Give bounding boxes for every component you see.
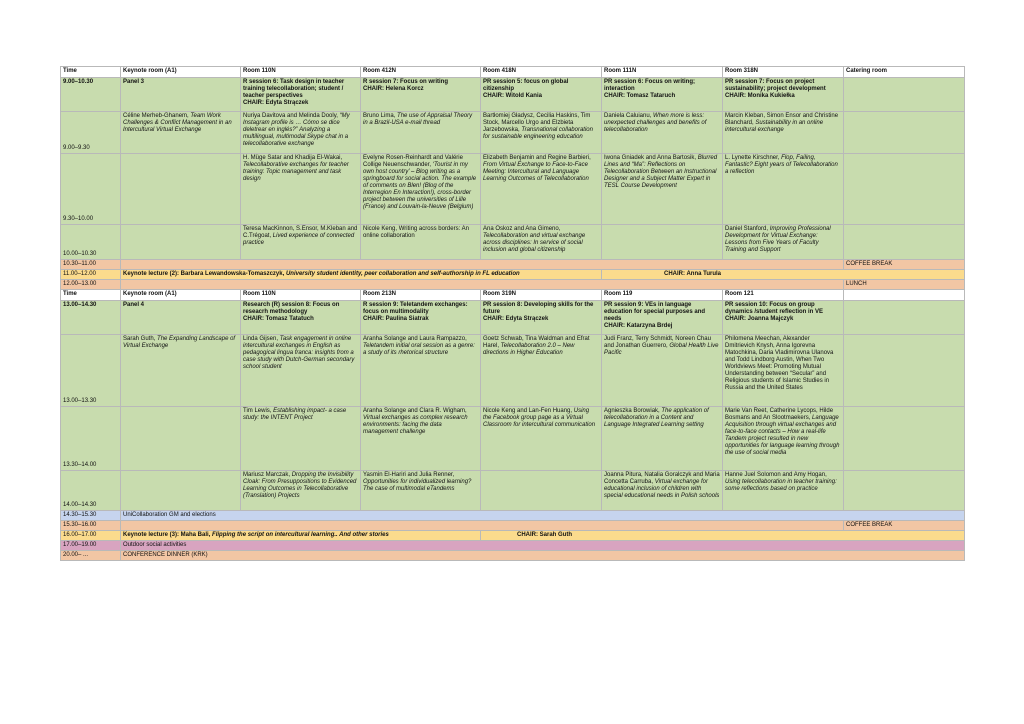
time-cell: 10.00–10.30 <box>61 225 121 260</box>
time-cell: 10.30–11.00 <box>61 260 121 270</box>
col-room: Room 110N <box>241 67 361 78</box>
catering-cell <box>844 112 965 154</box>
session-header-row <box>61 78 965 112</box>
talk-cell <box>602 471 723 511</box>
keynote-row <box>61 270 965 280</box>
col-room: Room 213N <box>361 290 481 301</box>
session-title <box>602 78 723 112</box>
col-room: Room 318N <box>723 67 844 78</box>
time-cell: 15.30–16.00 <box>61 521 121 531</box>
talk-row <box>61 112 965 154</box>
talk-cell <box>481 112 602 154</box>
talk-title: ‘Tourist in my own host country’ – Blog writing as a springboard for social action. The example of comments on Blen! (Blog of the Interregion En Interaction!), cross-border project between the universities of Lille (France) and Louvain-la-Neuve (Belgium) <box>363 162 477 210</box>
session-chair: CHAIR: Helena Korcz <box>363 86 424 92</box>
talk-cell <box>481 154 602 225</box>
dinner-row <box>61 551 965 561</box>
keynote-title <box>121 270 602 280</box>
talk-authors: Evelyne Rosen-Reinhardt and Valérie Collige Neuenschwander, <box>363 155 463 168</box>
session-name: PR session 5: focus on global citizenship <box>483 79 569 92</box>
session-name: R session 7: Focus on writing <box>363 79 449 85</box>
general-meeting-row <box>61 511 965 521</box>
session-title <box>241 78 361 112</box>
talk-cell <box>602 154 723 225</box>
talk-cell <box>241 225 361 260</box>
coffee-break-label: COFFEE BREAK <box>844 260 965 270</box>
talk-authors: Iwona Gniadek and Anna Bartosik, <box>604 155 698 161</box>
talk-cell <box>361 225 481 260</box>
catering-cell <box>844 335 965 407</box>
talk-authors: L. Lynette Kirschner, <box>725 155 782 161</box>
break-cell <box>121 260 844 270</box>
time-cell: 17.00–19.00 <box>61 541 121 551</box>
header-row <box>61 290 965 301</box>
col-room: Room 319N <box>481 290 602 301</box>
talk-cell <box>723 225 844 260</box>
time-cell: 9.00–10.30 <box>61 78 121 112</box>
time-cell: 12.00–13.00 <box>61 280 121 290</box>
talk-title: Telecollaborative exchanges for teacher training: Topic management and task design <box>243 162 349 182</box>
col-room: Room 119 <box>602 290 723 301</box>
talk-title: Global Health Live Pacific <box>604 343 719 356</box>
talk-cell <box>121 112 241 154</box>
talk-cell <box>361 471 481 511</box>
talk-title: Writing across borders: An online collaboration <box>363 226 469 239</box>
talk-cell <box>121 225 241 260</box>
session-title <box>723 301 844 335</box>
talk-title: Sustainability in an online intercultural exchange <box>725 120 824 133</box>
conference-schedule-table <box>60 66 965 561</box>
session-name: PR session 10: Focus on group dynamics /student reflection in VE <box>725 302 824 315</box>
session-name: PR session 8: Developing skills for the future <box>483 302 594 315</box>
session-chair: CHAIR: Monika Kukiełka <box>725 93 795 99</box>
talk-cell <box>121 407 241 471</box>
catering-cell <box>844 78 965 112</box>
panel-title: Panel 3 <box>121 78 241 112</box>
time-cell: 9.30–10.00 <box>61 154 121 225</box>
keynote-chair: CHAIR: Anna Turula <box>602 270 965 280</box>
talk-cell <box>361 407 481 471</box>
col-empty <box>844 290 965 301</box>
session-title <box>241 301 361 335</box>
talk-title: Telecollaboration and virtual exchange across disciplines: In service of social inclusion and global citizenship <box>483 233 586 253</box>
session-title <box>723 78 844 112</box>
talk-authors: Ana Oskoz and Ana Gimeno, <box>483 226 561 232</box>
talk-title: When Two Worldviews Meet: Promoting Mutual Understanding between “Secular” and Religious students of Islamic Studies in Russia and the United States <box>725 357 830 391</box>
session-title <box>481 301 602 335</box>
talk-row <box>61 335 965 407</box>
talk-authors: Nicole Keng and Lan-Fen Huang, <box>483 408 574 414</box>
break-row <box>61 260 965 270</box>
talk-authors: Sarah Guth, <box>123 336 158 342</box>
time-cell: 20.00– ... <box>61 551 121 561</box>
session-chair: CHAIR: Joanna Majczyk <box>725 316 794 322</box>
session-chair: CHAIR: Edyta Strączek <box>483 316 549 322</box>
time-cell: 13.00–14.30 <box>61 301 121 335</box>
talk-row <box>61 225 965 260</box>
talk-cell <box>241 407 361 471</box>
keynote-chair: CHAIR: Sarah Guth <box>481 531 965 541</box>
talk-title: Task engagement in online intercultural exchanges in English as pedagogical lingua franca: insights from a case study with Dutch-German secondary school student <box>243 336 355 370</box>
talk-title: Language Acquisition through virtual exchanges and face-to-face contacts – How a real-life Tandem project resulted in new opportunities for language learning through the use of social media <box>725 415 840 456</box>
col-room: Room 412N <box>361 67 481 78</box>
catering-cell <box>844 301 965 335</box>
session-title <box>602 301 723 335</box>
session-chair: CHAIR: Katarzyna Brdej <box>604 323 673 329</box>
talk-title: From Virtual Exchange to Face-to-Face Meeting: Intercultural and Language Learning Outcomes of Telecollaboration <box>483 162 589 182</box>
col-keynote-room: Keynote room (A1) <box>121 67 241 78</box>
talk-authors: Nuriya Davitova and Melinda Dooly, <box>243 113 340 119</box>
col-room: Room 110N <box>241 290 361 301</box>
talk-title: The application of telecollaboration in a Content and Language Integrated Learning setting <box>604 408 709 428</box>
talk-cell <box>723 112 844 154</box>
talk-cell <box>481 225 602 260</box>
keynote-title <box>121 531 481 541</box>
talk-row <box>61 471 965 511</box>
talk-cell <box>602 335 723 407</box>
talk-authors: Aranha Solange and Laura Rampazzo, <box>363 336 467 342</box>
talk-cell <box>361 335 481 407</box>
talk-cell <box>361 154 481 225</box>
talk-cell <box>602 407 723 471</box>
session-title <box>361 78 481 112</box>
talk-cell <box>121 154 241 225</box>
catering-cell <box>844 407 965 471</box>
talk-title: Using telecollaboration in teacher training: some reflections based on practice <box>725 479 837 492</box>
talk-title: Blurred Lines and “Ma”: Reflections on Telecollaboration Between an Instructional Designer and a Subject Matter Expert in TESL Course Development <box>604 155 718 189</box>
session-name: PR session 6: Focus on writing; interaction <box>604 79 696 92</box>
talk-title: Telecollaboration 2.0 – New directions in Higher Education <box>483 343 575 356</box>
col-room: Room 121 <box>723 290 844 301</box>
catering-cell <box>844 154 965 225</box>
talk-title: Dropping the Invisibility Cloak: From Presuppositions to Evidenced Learning Outcomes in Telecollaborative (Translation) Projects <box>243 472 357 499</box>
talk-authors: Mariusz Marczak, <box>243 472 292 478</box>
catering-cell <box>844 225 965 260</box>
col-catering-room: Catering room <box>844 67 965 78</box>
talk-authors: Philomena Meechan, Alexander Dmitrievich Knysh, Anna Igorevna Matochkina, Daria Vladimirovna Ulanova and Todd Lindborg Austin, <box>725 336 834 363</box>
session-chair: CHAIR: Witold Kania <box>483 93 542 99</box>
col-room: Room 418N <box>481 67 602 78</box>
talk-title: “My Instagram profile is … Cómo se dice deletrear en inglés?” Analyzing a multilingual, multimodal Skype chat in a telecollaborative exchange <box>243 113 350 147</box>
talk-title: Using the Facebook group page as a Virtual Classroom for intercultural communication <box>483 408 596 428</box>
session-name: Research (R) session 8: Focus on reseacrh methodology <box>243 302 340 315</box>
talk-cell <box>121 471 241 511</box>
time-cell: 9.00–9.30 <box>61 112 121 154</box>
talk-authors: Teresa MacKinnon, S.Ensor, M.Kleban and C.Trégoat, <box>243 226 358 239</box>
panel-title: Panel 4 <box>121 301 241 335</box>
talk-title: Flop, Failing, Fantastic? Eight years of Telecollaboration a reflection <box>725 155 838 175</box>
talk-cell <box>241 335 361 407</box>
session-title <box>361 301 481 335</box>
talk-cell <box>481 335 602 407</box>
talk-cell <box>481 407 602 471</box>
talk-cell <box>481 471 602 511</box>
dinner-label: CONFERENCE DINNER (KRK) <box>121 551 965 561</box>
talk-row <box>61 407 965 471</box>
break-row <box>61 521 965 531</box>
talk-title: Virtual exchange for educational inclusion of children with special educational needs in Polish schools <box>604 479 720 499</box>
session-name: PR session 9: VEs in language education for special purposes and needs <box>604 302 706 322</box>
session-name: R session 9: Teletandem exchanges: focus on multimodality <box>363 302 468 315</box>
talk-authors: Joanna Pitura, Natalia Goralczyk and Maria Concetta Carruba, <box>604 472 720 485</box>
time-cell: 14.00–14.30 <box>61 471 121 511</box>
talk-title: The use of Appraisal Theory in a Brazil-USA e-mail thread <box>363 113 473 126</box>
lunch-row <box>61 280 965 290</box>
time-cell: 16.00–17.00 <box>61 531 121 541</box>
session-chair: CHAIR: Tomasz Tatatuch <box>243 316 314 322</box>
talk-authors: Daniel Stanford, <box>725 226 770 232</box>
talk-authors: Aranha Solange and Clara R. Wigham, <box>363 408 467 414</box>
session-chair: CHAIR: Tomasz Tataruch <box>604 93 676 99</box>
col-time: Time <box>61 290 121 301</box>
talk-cell <box>121 335 241 407</box>
coffee-break-label: COFFEE BREAK <box>844 521 965 531</box>
talk-title: Transnational collaboration for sustainable engineering education <box>483 127 593 140</box>
talk-cell <box>602 225 723 260</box>
break-cell <box>121 521 844 531</box>
talk-authors: Daniela Caluianu, <box>604 113 654 119</box>
talk-title: Improving Professional Development for Virtual Exchange: Lessons from Five Years of Faculty Training and Support <box>725 226 831 253</box>
header-row <box>61 67 965 78</box>
catering-cell <box>844 471 965 511</box>
social-activities-row <box>61 541 965 551</box>
session-chair: CHAIR: Paulina Siatrak <box>363 316 429 322</box>
talk-cell <box>723 471 844 511</box>
talk-cell <box>361 112 481 154</box>
session-name: R session 6: Task design in teacher training telecollaboration; student / teacher perspectives <box>243 79 345 99</box>
talk-authors: Bartłomiej Gładysz, Cecilia Haskins, Tim Stock, Marcello Urgo and Elzbieta Jarzebowska, <box>483 113 591 133</box>
keynote-row <box>61 531 965 541</box>
talk-title: Opportunities for individualized learning? The case of multimodal eTandems <box>363 479 472 492</box>
talk-authors: Goetz Schwab, Tina Waldman and Efrat Harel, <box>483 336 590 349</box>
keynote-speaker: Keynote lecture (3): Maha Bali, <box>123 532 213 538</box>
talk-authors: Céline Merheb-Ghanem, <box>123 113 191 119</box>
talk-authors: Bruno Lima, <box>363 113 398 119</box>
talk-cell <box>602 112 723 154</box>
talk-cell <box>723 335 844 407</box>
time-cell: 14.30–15.30 <box>61 511 121 521</box>
session-name: PR session 7: Focus on project sustainability; project development <box>725 79 826 92</box>
talk-title: The Expanding Landscape of Virtual Exchange <box>123 336 236 349</box>
session-header-row <box>61 301 965 335</box>
talk-authors: Marcin Kleban, Simon Ensor and Christine Blanchard, <box>725 113 839 126</box>
talk-cell <box>241 112 361 154</box>
break-cell <box>121 280 844 290</box>
talk-authors: Tim Lewis, <box>243 408 274 414</box>
general-meeting-label: UniCollaboration GM and elections <box>121 511 965 521</box>
talk-authors: Yasmin El-Hariri and Julia Renner, <box>363 472 455 478</box>
time-cell: 11.00–12.00 <box>61 270 121 280</box>
col-time: Time <box>61 67 121 78</box>
talk-cell <box>723 154 844 225</box>
talk-authors: Nicole Keng, <box>363 226 399 232</box>
talk-authors: Hanne Juel Solomon and Amy Hogan, <box>725 472 827 478</box>
talk-row <box>61 154 965 225</box>
col-room: Room 111N <box>602 67 723 78</box>
talk-cell <box>241 154 361 225</box>
talk-title: Lived experience of connected practice <box>243 233 355 246</box>
talk-title: Team Work Challenges & Conflict Management in an Intercultural Virtual Exchange <box>123 113 232 133</box>
time-cell: 13.30–14.00 <box>61 407 121 471</box>
talk-authors: Linda Gijsen, <box>243 336 280 342</box>
time-cell: 13.00–13.30 <box>61 335 121 407</box>
talk-authors: Elizabeth Benjamin and Regine Barbieri, <box>483 155 591 161</box>
lunch-label: LUNCH <box>844 280 965 290</box>
keynote-lecture-title: University student identity, peer collaboration and self-authorship in FL education <box>285 271 520 277</box>
talk-authors: Judi Franz, Terry Schmidt, Noreen Chau and Jonathan Guerrero, <box>604 336 711 349</box>
col-keynote-room: Keynote room (A1) <box>121 290 241 301</box>
social-activities-label: Outdoor social activities <box>121 541 965 551</box>
keynote-lecture-title: Flipping the script on intercultural learning.. And other stories <box>212 532 389 538</box>
talk-authors: Agnieszka Borowiak, <box>604 408 662 414</box>
talk-title: Establishing impact- a case study: the INTENT Project <box>243 408 347 421</box>
talk-cell <box>723 407 844 471</box>
talk-title: When more is less: unexpected challenges and benefits of telecollaboration <box>604 113 707 133</box>
talk-title: Teletandem initial oral session as a genre: a study of its rhetorical structure <box>363 343 475 356</box>
session-chair: CHAIR: Edyta Strączek <box>243 100 309 106</box>
talk-authors: Marie Van Reet, Catherine Lycops, Hilde Bosmans and An Slootmaekers, <box>725 408 834 421</box>
keynote-speaker: Keynote lecture (2): Barbara Lewandowska-Tomaszczyk, <box>123 271 286 277</box>
talk-cell <box>241 471 361 511</box>
talk-title: Virtual exchanges as complex research environments: facing the data management challenge <box>363 415 468 435</box>
talk-authors: H. Müge Satar and Khadija El-Wakai, <box>243 155 343 161</box>
session-title <box>481 78 602 112</box>
